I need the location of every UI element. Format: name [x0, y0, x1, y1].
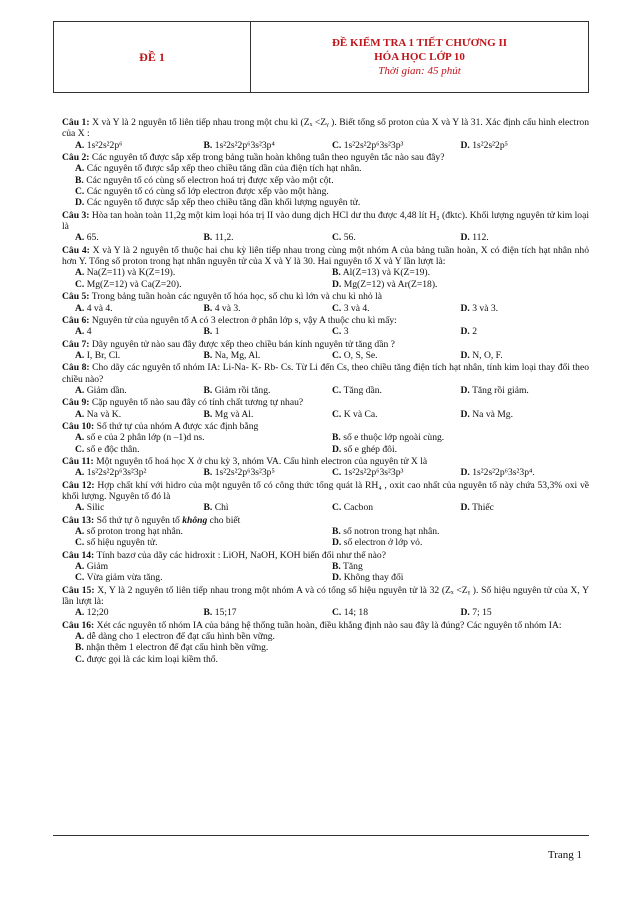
option-letter: A. [75, 467, 85, 479]
answer-options [62, 303, 589, 314]
option-letter: D. [460, 302, 470, 314]
answer-option [204, 502, 333, 513]
question-label: Câu 6: [62, 314, 90, 326]
option-text: Giảm rồi tăng. [214, 384, 271, 396]
answer-option [332, 526, 589, 537]
option-text: Chì [214, 502, 229, 514]
option-letter: D. [460, 384, 470, 396]
answer-option [75, 197, 589, 208]
question-stem [62, 550, 589, 561]
option-text: Mg và Al. [214, 408, 254, 420]
answer-option [332, 432, 589, 443]
answer-option [75, 561, 332, 572]
question-text: Xét các nguyên tố nhóm IA của bảng hệ thống tuần hoàn, điều khẳng định nào sau đây là đúng? Các nguyên tố nhóm IA: [96, 619, 562, 631]
option-letter: B. [203, 408, 213, 420]
option-letter: B. [332, 526, 341, 538]
question-5 [62, 291, 589, 314]
option-text: 65. [86, 232, 99, 244]
option-letter: D. [332, 537, 342, 549]
answer-option [204, 326, 333, 337]
question-8 [62, 362, 589, 396]
option-letter: B. [203, 607, 213, 619]
option-letter: D. [75, 197, 85, 209]
option-text: 4 [86, 326, 92, 338]
option-letter: D. [460, 408, 470, 420]
answer-option [461, 326, 590, 337]
question-label: Câu 2: [62, 152, 90, 164]
option-text: Các nguyên tố có cùng số lớp electron được xếp vào một hàng. [86, 186, 329, 198]
answer-option [75, 467, 204, 478]
answer-option [75, 432, 332, 443]
question-label: Câu 1: [62, 117, 90, 128]
option-letter: B. [203, 467, 213, 479]
question-label: Câu 9: [62, 397, 90, 409]
answer-options [62, 561, 589, 584]
option-letter: D. [460, 232, 470, 244]
answer-option [461, 232, 590, 243]
option-text: 1s²2s²2p⁶3s²3p³ [343, 467, 404, 479]
answer-options [62, 467, 589, 478]
option-letter: B. [75, 642, 84, 654]
option-letter: A. [75, 502, 85, 514]
question-16 [62, 620, 589, 665]
footer-rule [53, 835, 589, 836]
question-10 [62, 421, 589, 455]
option-text: Tăng dần. [343, 384, 382, 396]
option-letter: C. [332, 139, 342, 151]
answer-options [62, 607, 589, 618]
option-text: Na và K. [86, 408, 122, 420]
answer-option [75, 385, 204, 396]
question-label: Câu 5: [62, 291, 90, 303]
answer-option [332, 409, 461, 420]
option-text: O, S, Se. [343, 349, 378, 361]
answer-option [75, 526, 332, 537]
answer-option [332, 572, 589, 583]
answer-option [204, 350, 333, 361]
answer-options [62, 385, 589, 396]
question-9 [62, 397, 589, 420]
option-letter: B. [332, 561, 341, 573]
option-text: 1s²2s²2p⁶3s²3p³ [343, 139, 404, 151]
question-2 [62, 152, 589, 209]
option-text: Tăng rồi giảm. [472, 384, 529, 396]
answer-options [62, 267, 589, 290]
answer-option [75, 303, 204, 314]
option-letter: D. [460, 607, 470, 619]
exam-title-block [251, 22, 589, 93]
answer-options [62, 409, 589, 420]
question-label: Câu 7: [62, 338, 90, 350]
option-letter: B. [203, 326, 213, 338]
option-letter: D. [332, 443, 342, 455]
option-text: Thiếc [472, 502, 494, 514]
answer-option [332, 385, 461, 396]
option-letter: C. [332, 384, 342, 396]
option-text: số e độc thân. [86, 443, 140, 455]
option-letter: A. [75, 163, 85, 175]
answer-option [204, 607, 333, 618]
answer-option [75, 654, 589, 665]
option-letter: A. [75, 526, 85, 538]
question-label: Câu 13: [62, 514, 95, 526]
question-stem [62, 152, 589, 163]
answer-option [75, 140, 204, 151]
question-stem [62, 245, 589, 268]
option-letter: C. [75, 653, 85, 665]
answer-option [332, 537, 589, 548]
option-letter: C. [75, 443, 85, 455]
option-letter: B. [203, 502, 213, 514]
question-text: Hòa tan hoàn toàn 11,2g một kim loại hóa trị II vào dung dịch HCl dư thu được 4,48 lít H₂ (đktc). Khối lượng nguyên tử kim loại là [62, 209, 589, 233]
option-letter: C. [332, 349, 342, 361]
exam-title-line2: HÓA HỌC LỚP 10 [374, 51, 465, 63]
answer-option [75, 444, 332, 455]
question-text: Hợp chất khí với hidro của một nguyên tố có công thức tổng quát là RH₄ , oxit cao nhất của nguyên tố này chứa 53,3% oxi về khối lượng. Nguyên tố đó là [62, 479, 590, 502]
option-text: 3 và 3. [472, 302, 499, 314]
answer-option [204, 409, 333, 420]
question-label: Câu 11: [62, 455, 94, 467]
answer-option [461, 409, 590, 420]
answer-option [75, 175, 589, 186]
option-letter: C. [75, 572, 85, 584]
option-text: số e ghép đôi. [343, 443, 398, 455]
option-text: Các nguyên tố được sắp xếp theo chiều tăng dần khối lượng nguyên tử. [86, 197, 361, 209]
question-label: Câu 14: [62, 549, 95, 561]
question-stem [62, 362, 589, 385]
answer-option [461, 502, 590, 513]
question-text: Các nguyên tố được sắp xếp trong bảng tuần hoàn không tuân theo nguyên tắc nào sau đây? [91, 152, 445, 164]
option-letter: C. [332, 467, 342, 479]
option-text: số proton trong hạt nhân. [86, 526, 183, 538]
question-stem [62, 585, 589, 608]
question-text: Trong bảng tuần hoàn các nguyên tố hóa học, số chu kì lớn và chu kì nhỏ là [91, 291, 383, 303]
option-letter: C. [75, 186, 85, 198]
option-text: Các nguyên tố có cùng số electron hoá trị được xếp vào một cột. [86, 174, 334, 186]
option-letter: D. [332, 572, 342, 584]
question-text: Dãy nguyên tử nào sau đây được xếp theo chiều bán kính nguyên tử tăng dần ? [91, 338, 395, 350]
answer-options [62, 502, 589, 513]
option-letter: D. [460, 502, 470, 514]
option-letter: A. [75, 384, 85, 396]
option-text: 1 [214, 326, 220, 338]
question-text: Số thứ tự của nhóm A được xác định bằng [96, 420, 259, 432]
option-letter: B. [332, 267, 341, 279]
option-text: số electron ở lớp vỏ. [343, 537, 423, 549]
question-list [62, 117, 589, 666]
question-text: Nguyên tử của nguyên tố A có 3 electron ở phân lớp s, vậy A thuộc chu kì mấy: [91, 314, 397, 326]
option-text: Na và Mg. [472, 408, 513, 420]
answer-option [75, 163, 589, 174]
answer-options [62, 350, 589, 361]
answer-option [75, 409, 204, 420]
answer-options [62, 163, 589, 208]
option-text: số e của 2 phân lớp (n –1)d ns. [86, 432, 205, 444]
option-letter: A. [75, 432, 85, 444]
option-text: 1s²2s²2p⁶3s²3p⁴ [214, 139, 275, 151]
option-text: Silic [86, 502, 105, 514]
question-12 [62, 480, 589, 514]
option-letter: A. [75, 139, 85, 151]
question-text: Cặp nguyên tố nào sau đây có tính chất tương tự nhau? [91, 397, 304, 409]
question-11 [62, 456, 589, 479]
option-text: 4 và 4. [86, 302, 113, 314]
answer-option [75, 279, 332, 290]
question-stem [62, 620, 589, 631]
question-3 [62, 210, 589, 244]
question-14 [62, 550, 589, 584]
question-stem [62, 210, 589, 233]
question-text: X và Y là 2 nguyên tố thuộc hai chu kỳ liên tiếp nhau trong cùng một nhóm A của bảng tuần hoàn, X có điện tích hạt nhân nhỏ hơn Y. Tổng số proton trong hạt nhân nguyên tử của X và Y là 30. Hai nguyên tố X và Y lần lượt là: [62, 244, 589, 268]
question-text: X và Y là 2 nguyên tố liên tiếp nhau trong một chu kì (Zₓ <Zᵧ ). Biết tổng số proton của X và Y là 31. Xác định cấu hình electron của X : [62, 117, 590, 140]
question-label: Câu 4: [62, 244, 90, 256]
answer-options [62, 140, 589, 151]
option-letter: C. [75, 278, 85, 290]
option-text: 14; 18 [343, 607, 368, 619]
exam-code: ĐỀ 1 [54, 22, 251, 93]
question-6 [62, 315, 589, 338]
option-letter: B. [332, 432, 341, 444]
option-letter: A. [75, 267, 85, 279]
option-text: 3 và 4. [343, 302, 370, 314]
question-label: Câu 3: [62, 209, 90, 221]
option-letter: B. [203, 349, 213, 361]
option-text: Không thay đổi [343, 572, 404, 584]
option-text: Mg(Z=12) và Ca(Z=20). [86, 278, 182, 290]
option-text: số notron trong hạt nhân. [343, 526, 440, 538]
answer-option [204, 232, 333, 243]
option-text: Giảm dần. [86, 384, 127, 396]
question-label: Câu 15: [62, 584, 95, 596]
question-4 [62, 245, 589, 290]
question-text-emphasis: không [182, 514, 208, 526]
answer-option [461, 607, 590, 618]
option-letter: C. [75, 537, 85, 549]
option-letter: A. [75, 561, 85, 573]
option-text: 1s²2s²2p⁶3s²3p⁵ [214, 467, 275, 479]
option-text: K và Ca. [343, 408, 378, 420]
option-text: Mg(Z=12) và Ar(Z=18). [343, 278, 438, 290]
option-text: Cacbon [343, 502, 374, 514]
question-text: Một nguyên tố hoá học X ở chu kỳ 3, nhóm VA. Cấu hình electron của nguyên tử X là [96, 455, 428, 467]
question-label: Câu 16: [62, 619, 95, 631]
question-stem [62, 480, 589, 503]
answer-option [204, 140, 333, 151]
question-stem [62, 339, 589, 350]
question-text: cho biết [207, 514, 241, 526]
answer-option [204, 467, 333, 478]
option-text: Na(Z=11) và K(Z=19). [86, 267, 176, 279]
answer-option [204, 385, 333, 396]
answer-option [461, 385, 590, 396]
question-13 [62, 515, 589, 549]
option-letter: C. [332, 326, 342, 338]
answer-option [332, 326, 461, 337]
question-15 [62, 585, 589, 619]
answer-option [332, 232, 461, 243]
answer-option [332, 444, 589, 455]
answer-option [332, 350, 461, 361]
answer-option [75, 326, 204, 337]
question-text: X, Y là 2 nguyên tố liên tiếp nhau trong một nhóm A và có tổng số hiệu nguyên tử là 32 (Zₓ <Zᵧ ). Số hiệu nguyên tử của X, Y lần lượt là: [62, 584, 589, 608]
option-letter: B. [203, 139, 213, 151]
question-label: Câu 12: [62, 479, 95, 491]
option-letter: A. [75, 408, 85, 420]
option-text: 11,2. [214, 232, 234, 244]
question-stem [62, 291, 589, 302]
answer-option [332, 467, 461, 478]
answer-option [75, 232, 204, 243]
question-stem [62, 421, 589, 432]
answer-option [75, 537, 332, 548]
option-text: 1s²2s²2p⁶3s²3p⁴. [472, 467, 535, 479]
answer-option [332, 267, 589, 278]
option-text: I, Br, Cl. [86, 349, 121, 361]
answer-option [461, 303, 590, 314]
option-text: số e thuộc lớp ngoài cùng. [343, 432, 445, 444]
exam-header [53, 21, 589, 93]
exam-time: Thời gian: 45 phút [378, 65, 461, 77]
answer-option [75, 631, 589, 642]
question-stem [62, 117, 589, 140]
option-letter: C. [332, 302, 342, 314]
answer-option [75, 642, 589, 653]
option-letter: D. [460, 139, 470, 151]
question-stem [62, 315, 589, 326]
answer-option [332, 561, 589, 572]
option-text: được gọi là các kim loại kiềm thổ. [86, 653, 218, 665]
option-text: Na, Mg, Al. [214, 349, 261, 361]
answer-option [75, 267, 332, 278]
option-text: Vừa giảm vừa tăng. [86, 572, 163, 584]
option-text: 7; 15 [472, 607, 492, 619]
option-letter: C. [332, 607, 342, 619]
option-text: Tăng [343, 561, 363, 573]
option-letter: A. [75, 349, 85, 361]
option-letter: B. [203, 302, 213, 314]
answer-option [75, 502, 204, 513]
question-text: Cho dãy các nguyên tố nhóm IA: Li-Na- K- Rb- Cs. Từ Li đến Cs, theo chiều tăng điện tích hạt nhân, tính kim loại thay đổi theo chiều nào? [62, 362, 589, 385]
option-text: số hiệu nguyên tử. [86, 537, 158, 549]
question-label: Câu 10: [62, 420, 95, 432]
answer-options [62, 326, 589, 337]
question-1 [62, 117, 589, 151]
option-text: 1s²2s²2p⁶3s²3p² [86, 467, 147, 479]
answer-option [75, 572, 332, 583]
question-7 [62, 339, 589, 362]
page-number: Trang 1 [547, 849, 582, 861]
answer-option [204, 303, 333, 314]
answer-option [332, 279, 589, 290]
option-text: nhận thêm 1 electron để đạt cấu hình bền vững. [86, 642, 269, 654]
option-letter: C. [332, 232, 342, 244]
option-text: Al(Z=13) và K(Z=19). [342, 267, 430, 279]
question-label: Câu 8: [62, 362, 90, 374]
answer-option [461, 467, 590, 478]
option-text: 2 [472, 326, 478, 338]
question-stem [62, 456, 589, 467]
question-stem [62, 515, 589, 526]
option-letter: D. [332, 278, 342, 290]
answer-options [62, 232, 589, 243]
option-letter: A. [75, 232, 85, 244]
option-text: 3 [343, 326, 349, 338]
answer-option [332, 607, 461, 618]
option-letter: A. [75, 326, 85, 338]
exam-title-line1: ĐỀ KIỂM TRA 1 TIẾT CHƯƠNG II [331, 37, 508, 49]
option-letter: D. [460, 326, 470, 338]
option-text: 56. [343, 232, 356, 244]
answer-option [461, 350, 590, 361]
answer-option [75, 350, 204, 361]
option-text: Giảm [86, 561, 109, 573]
option-letter: B. [75, 174, 84, 186]
question-text: Số thứ tự ô nguyên tố [96, 514, 183, 526]
option-letter: A. [75, 631, 85, 643]
option-text: N, O, F. [472, 349, 503, 361]
answer-option [332, 303, 461, 314]
question-stem [62, 397, 589, 408]
answer-option [332, 140, 461, 151]
option-letter: A. [75, 302, 85, 314]
answer-option [461, 140, 590, 151]
option-letter: D. [460, 467, 470, 479]
answer-option [75, 186, 589, 197]
option-letter: B. [203, 384, 213, 396]
option-text: 4 và 3. [214, 302, 241, 314]
option-letter: A. [75, 607, 85, 619]
option-text: 15;17 [214, 607, 237, 619]
option-text: 112. [472, 232, 489, 244]
answer-options [62, 631, 589, 665]
option-text: Các nguyên tố được sắp xếp theo chiều tăng dần của điện tích hạt nhân. [86, 163, 362, 175]
option-text: 1s²2s²2p⁵ [472, 139, 508, 151]
answer-options [62, 526, 589, 549]
answer-option [75, 607, 204, 618]
option-letter: C. [332, 502, 342, 514]
answer-options [62, 432, 589, 455]
option-letter: B. [203, 232, 213, 244]
option-text: 12;20 [86, 607, 109, 619]
option-text: dễ dàng cho 1 electron để đạt cấu hình bền vững. [86, 631, 275, 643]
option-letter: D. [460, 349, 470, 361]
option-letter: C. [332, 408, 342, 420]
answer-option [332, 502, 461, 513]
option-text: 1s²2s²2p⁶ [86, 139, 123, 151]
question-text: Tính bazơ của dãy các hidroxit : LiOH, NaOH, KOH biến đổi như thế nào? [96, 549, 386, 561]
